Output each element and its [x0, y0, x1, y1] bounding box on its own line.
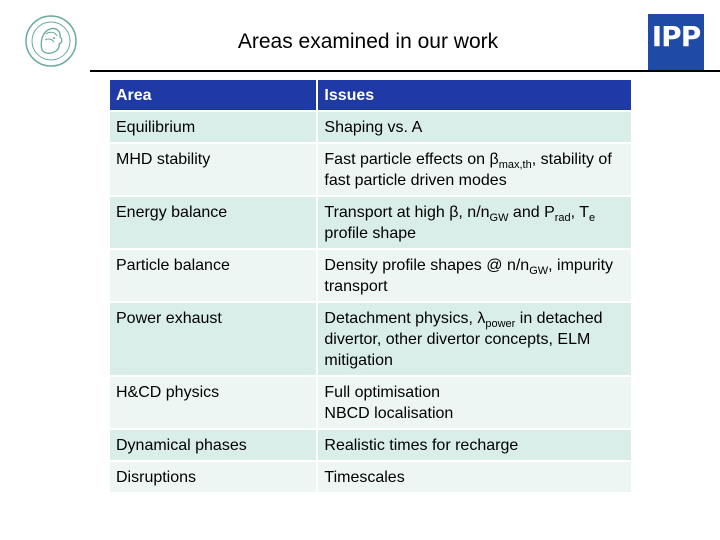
title-divider — [90, 70, 720, 72]
issues-text: and P — [508, 204, 555, 221]
issues-cell — [318, 144, 631, 195]
issues-cell — [318, 197, 631, 248]
issues-cell — [318, 112, 631, 142]
ipp-logo — [648, 14, 704, 70]
issues-subscript: power — [485, 318, 516, 331]
issues-subscript: GW — [489, 212, 509, 225]
issues-text: Timescales — [324, 469, 405, 486]
table-row — [110, 112, 631, 142]
area-cell: Equilibrium — [110, 112, 316, 142]
issues-text: , impurity transport — [324, 257, 614, 295]
issues-text: in detached divertor, other divertor concepts, ELM mitigation — [324, 310, 603, 369]
table-row — [110, 144, 631, 195]
issues-subscript: GW — [529, 265, 549, 278]
issues-text: Shaping vs. A — [324, 119, 423, 136]
table-row — [110, 303, 631, 375]
table-row — [110, 462, 631, 492]
table-header-row — [110, 80, 631, 110]
issues-cell — [318, 430, 631, 460]
page-title: Areas examined in our work — [237, 30, 499, 53]
areas-table-container — [108, 78, 633, 494]
issues-subscript: e — [589, 212, 596, 225]
area-cell: Disruptions — [110, 462, 316, 492]
issues-text: NBCD localisation — [324, 405, 454, 422]
issues-cell — [318, 377, 631, 428]
area-cell: Particle balance — [110, 250, 316, 301]
column-header-issues: Issues — [318, 80, 631, 110]
issues-text: , stability of fast particle driven modes — [324, 151, 612, 189]
issues-cell — [318, 250, 631, 301]
table-row — [110, 377, 631, 428]
issues-text: , T — [570, 204, 590, 221]
areas-table — [108, 78, 633, 494]
issues-cell — [318, 462, 631, 492]
issues-text: Full optimisation — [324, 384, 440, 401]
area-cell: Dynamical phases — [110, 430, 316, 460]
area-cell: Energy balance — [110, 197, 316, 248]
area-cell: Power exhaust — [110, 303, 316, 375]
area-cell: H&CD physics — [110, 377, 316, 428]
table-row — [110, 430, 631, 460]
table-row — [110, 197, 631, 248]
issues-text: Realistic times for recharge — [324, 437, 519, 454]
ipp-logo-text: IPP — [651, 20, 701, 53]
column-header-area: Area — [110, 80, 316, 110]
issues-text: Detachment physics, λ — [324, 310, 486, 327]
issues-cell — [318, 303, 631, 375]
table-row — [110, 250, 631, 301]
area-cell: MHD stability — [110, 144, 316, 195]
issues-text: Density profile shapes @ n/n — [324, 257, 530, 274]
issues-subscript: max,th — [498, 159, 532, 172]
issues-text: Fast particle effects on β — [324, 151, 499, 168]
issues-subscript: rad — [554, 212, 571, 225]
slide-header — [0, 0, 720, 76]
issues-text: profile shape — [324, 225, 417, 242]
issues-text: Transport at high β, n/n — [324, 204, 490, 221]
